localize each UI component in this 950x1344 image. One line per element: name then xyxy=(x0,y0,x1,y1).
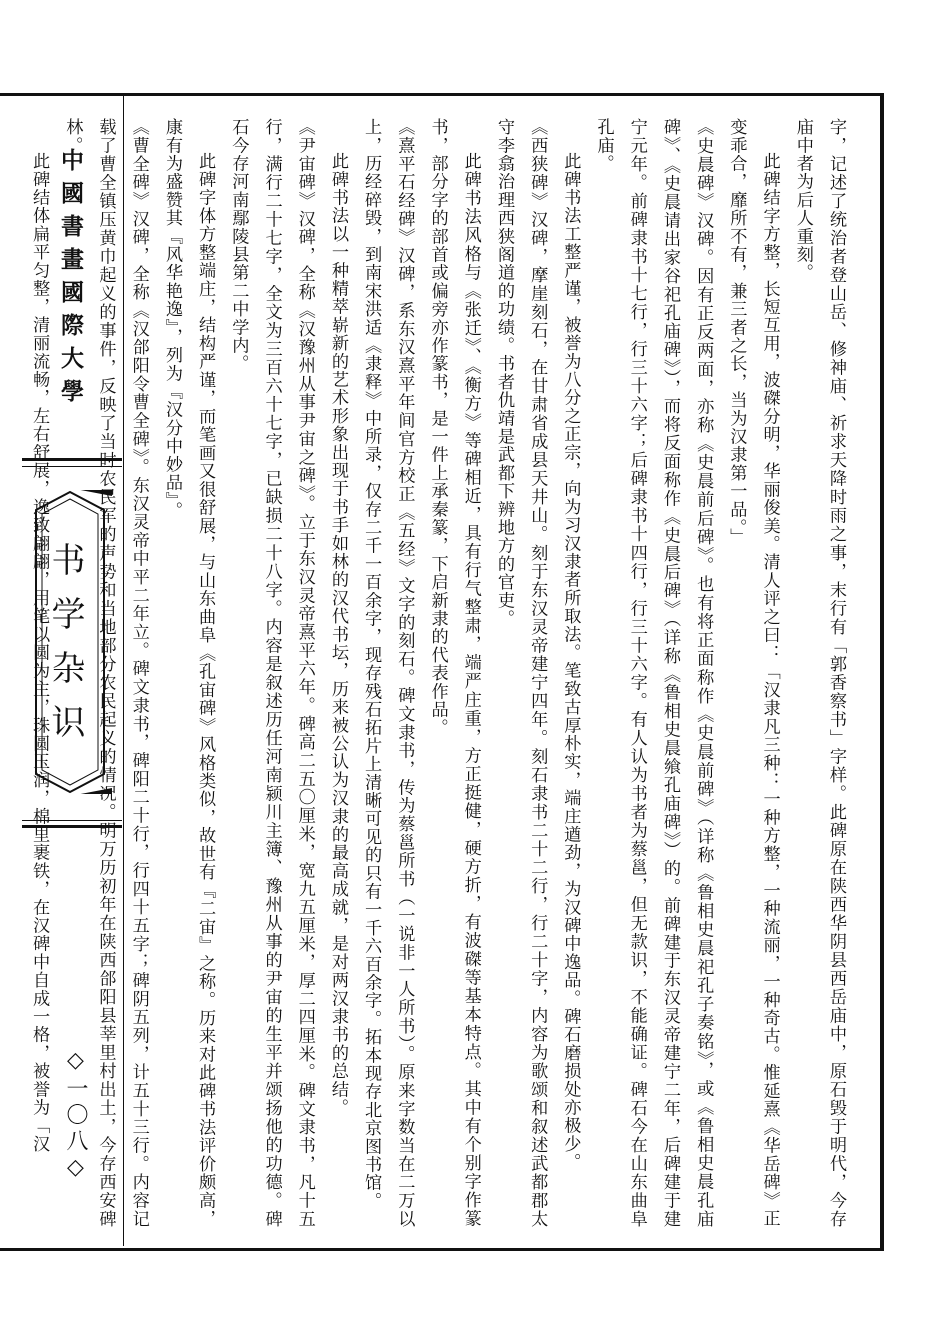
paragraph: 此碑书法工整严谨，被誉为八分之正宗，向为习汉隶者所取法。笔致古厚朴实，端庄遒劲，为汉碑中逸品。碑石磨损处亦极少。 xyxy=(560,152,581,1172)
page-number: ◇一〇八◇ xyxy=(63,1048,88,1184)
paragraph: 此碑字体方整端庄，结构严谨，而笔画又很舒展，与山东曲阜《孔宙碑》风格类似，故世有『二宙』之称。历来对此碑书法评价颇高，康有为盛赞其『风华艳逸』，列为『汉分中妙品』。 xyxy=(161,118,216,1228)
paragraph: 此碑书法风格与《张迁》、《衡方》等碑相近，具有行气整肃，端严庄重，方正挺健，硬方折，有波磔等基本特点。其中有个别字作篆书，部分字的部首或偏旁亦作篆书，是一件上承秦篆，下启新隶的代表作品。 xyxy=(427,118,481,1228)
paragraph: 《西狭碑》汉碑，摩崖刻石，在甘肃省成县天井山。刻于东汉灵帝建宁四年。刻石隶书二十二行，行二十字，内容为歌颂和叙述武都郡太守李翕治理西狭阁道的功绩。书者仇靖是武都下辨地方的官吏。 xyxy=(493,118,548,1228)
paragraph: 《熹平石经碑》汉碑，系东汉熹平年间官方校正《五经》文字的刻石。碑文隶书，传为蔡邕所书（一说非一人所书）。原来字数当在二万以上，历经碎毁，到南宋洪适《隶释》中所录，仅存二千一百余字，现存残石拓片上清晰可见的只有一千六百余字。拓本现存北京图书馆。 xyxy=(361,118,415,1228)
paragraph: 《尹宙碑》汉碑，全称《汉豫州从事尹宙之碑》。立于东汉灵帝熹平六年。碑高二五〇厘米，宽九五厘米，厚二四厘米。碑文隶书，凡十五行，满行二十七字，全文为三百六十七字，已缺损二十八字。内容是叙述历任河南颍川主簿、豫州从事的尹宙的生平并颂扬他的功德。碑石今存河南鄢陵县第二中学内。 xyxy=(228,118,315,1228)
paragraph: 字，记述了统治者登山岳、修神庙、祈求天降时雨之事，末行有「郭香察书」字样。此碑原在陕西华阴县西岳庙中，原石毁于明代，今存庙中者为后人重刻。 xyxy=(792,118,846,1228)
paragraph: 此碑结字方整，长短互用，波磔分明，华丽俊美。清人评之曰：「汉隶凡三种：一种方整，一种流丽，一种奇古。惟延熹《华岳碑》正变乖合，靡所不有，兼三者之长，当为汉隶第一品。」 xyxy=(726,118,780,1228)
paragraph: 《史晨碑》汉碑。因有正反两面，亦称《史晨前后碑》。也有将正面称作《史晨前碑》（详称《鲁相史晨祀孔子奏铭》，或《鲁相史晨孔庙碑》、《史晨请出家谷祀孔庙碑》），而将反面称作《史晨后碑》（详称《鲁相史晨飨孔庙碑》）的。前碑建于东汉灵帝建宁二年，后碑建于建宁元年。前碑隶书十七行，行三十六字；后碑隶书十四行，行三十六字。有人认为书者为蔡邕，但无款识，不能确证。碑石今在山东曲阜孔庙。 xyxy=(593,118,714,1228)
paragraph: 此碑结体扁平匀整，清丽流畅，左右舒展，逸致翩翩，用笔以圆为主，珠圆玉润，棉里裹铁，在汉碑中自成一格，被誉为「汉 xyxy=(29,152,50,1154)
book-title: 书学杂识 xyxy=(45,542,85,758)
paragraph: 《曹全碑》汉碑，全称《汉郃阳令曹全碑》。东汉灵帝中平二年立。碑文隶书，碑阳二十行，行四十五字；碑阴五列，计五十三行。内容记载了曹全镇压黄巾起义的事件，反映了当时农民军的声势和当地部分农民起义的情况。明万历初年在陕西郃阳县莘里村出土，今存西安碑林。 xyxy=(62,118,149,1228)
paragraph: 此碑书法以一种精萃崭新的艺术形象出现于书手如林的汉代书坛，历来被公认为汉隶的最高成就，是对两汉隶书的总结。 xyxy=(327,152,348,1117)
university-name: 中國書畫國際大學 xyxy=(57,148,84,412)
